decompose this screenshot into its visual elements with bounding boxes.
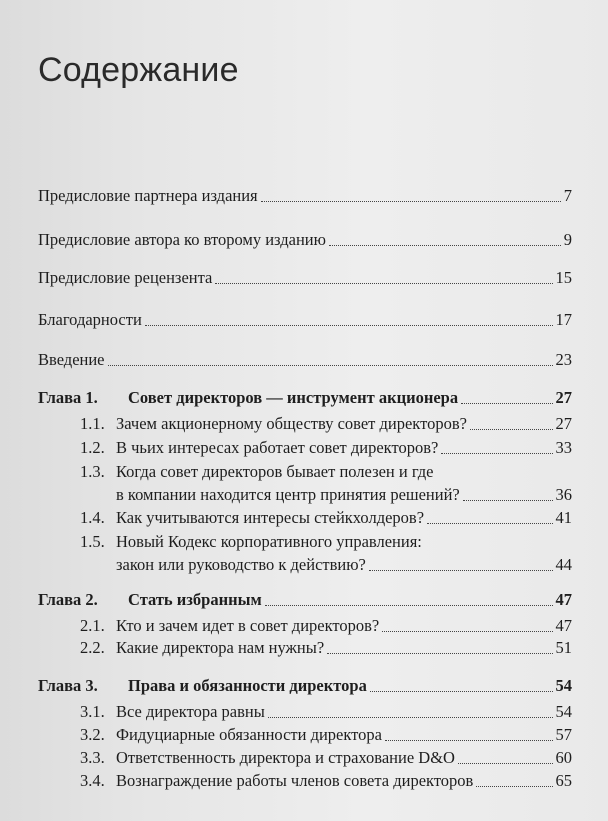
chapter-title: Стать избранным [128, 590, 262, 609]
toc-page-number: 41 [555, 508, 572, 527]
toc-page-number: 15 [555, 268, 572, 287]
leader-dots [327, 652, 552, 654]
section-title: Какие директора нам нужны? [116, 638, 325, 657]
chapter-title: Совет директоров — инструмент акционера [128, 388, 459, 407]
section-number: 3.3. [80, 748, 105, 767]
toc-entry-text: Предисловие рецензента [38, 268, 213, 287]
leader-dots [382, 630, 552, 632]
leader-dots [145, 324, 553, 326]
leader-dots [470, 428, 553, 430]
toc-page-number: 44 [555, 555, 572, 574]
toc-section-3-4[interactable] [80, 771, 572, 791]
chapter-label: Глава 2. [38, 590, 98, 609]
toc-section-2-2[interactable] [80, 638, 572, 658]
section-number: 3.1. [80, 702, 105, 721]
leader-dots [427, 522, 552, 524]
toc-page-number: 33 [555, 438, 572, 457]
section-title: Как учитываются интересы стейкхолдеров? [116, 508, 425, 527]
section-number: 3.4. [80, 771, 105, 790]
leader-dots [476, 785, 552, 787]
toc-page-number: 51 [555, 638, 572, 657]
toc-entry-acknowledgements[interactable] [38, 310, 572, 330]
section-number: 2.2. [80, 638, 105, 657]
toc-entry-introduction[interactable] [38, 350, 572, 370]
leader-dots [369, 569, 553, 571]
toc-page-number: 54 [555, 702, 572, 721]
chapter-label: Глава 1. [38, 388, 98, 407]
toc-page-number: 9 [563, 230, 572, 249]
section-title: Зачем акционерному обществу совет директоров? [116, 414, 467, 433]
toc-page-number: 65 [555, 771, 572, 790]
toc-page-number: 47 [555, 616, 572, 635]
section-title: Вознаграждение работы членов совета директоров [116, 771, 474, 790]
toc-page-number: 57 [555, 725, 572, 744]
toc-section-3-3[interactable] [80, 748, 572, 768]
section-title: Фидуциарные обязанности директора [116, 725, 382, 744]
toc-chapter-2[interactable] [38, 590, 572, 610]
leader-dots [261, 200, 561, 202]
toc-section-1-4[interactable] [80, 508, 572, 528]
section-title: Кто и зачем идет в совет директоров? [116, 616, 380, 635]
leader-dots [329, 244, 561, 246]
chapter-label: Глава 3. [38, 676, 98, 695]
toc-section-3-2[interactable] [80, 725, 572, 745]
leader-dots [370, 690, 553, 692]
toc-page-number: 27 [555, 414, 572, 433]
chapter-title: Права и обязанности директора [128, 676, 367, 695]
leader-dots [268, 716, 553, 718]
section-number: 1.1. [80, 414, 105, 433]
leader-dots [385, 739, 553, 741]
page-title: Содержание [38, 50, 239, 89]
toc-entry-reviewer-preface[interactable] [38, 268, 572, 288]
toc-page-number: 23 [555, 350, 572, 369]
section-number: 1.2. [80, 438, 105, 457]
section-title: Все директора равны [116, 702, 265, 721]
section-number: 1.5. [80, 532, 105, 551]
section-number: 2.1. [80, 616, 105, 635]
leader-dots [265, 604, 553, 606]
section-title: Когда совет директоров бывает полезен и где [116, 462, 434, 481]
toc-entry-text: Благодарности [38, 310, 142, 329]
leader-dots [461, 402, 552, 404]
leader-dots [215, 282, 552, 284]
toc-section-3-1[interactable] [80, 702, 572, 722]
section-number: 1.3. [80, 462, 105, 481]
toc-entry-text: Предисловие партнера издания [38, 186, 258, 205]
toc-page-number: 36 [555, 485, 572, 504]
section-title-continued: закон или руководство к действию? [116, 555, 366, 574]
toc-entry-partner-preface[interactable] [38, 186, 572, 206]
section-number: 3.2. [80, 725, 105, 744]
toc-section-1-3[interactable] [80, 460, 572, 506]
toc-section-1-1[interactable] [80, 414, 572, 434]
section-title: В чьих интересах работает совет директоров? [116, 438, 439, 457]
leader-dots [441, 452, 552, 454]
toc-entry-author-preface[interactable] [38, 230, 572, 250]
toc-page-number: 17 [555, 310, 572, 329]
toc-page-number: 60 [555, 748, 572, 767]
section-title: Ответственность директора и страхование D&O [116, 748, 455, 767]
toc-page-number: 54 [555, 676, 572, 695]
toc-entry-text: Введение [38, 350, 105, 369]
leader-dots [463, 499, 553, 501]
toc-chapter-1[interactable] [38, 388, 572, 408]
toc-page-number: 47 [555, 590, 572, 609]
section-title-continued: в компании находится центр принятия решений? [116, 485, 460, 504]
section-number: 1.4. [80, 508, 105, 527]
toc-section-1-5[interactable] [80, 530, 572, 576]
toc-entry-text: Предисловие автора ко второму изданию [38, 230, 326, 249]
leader-dots [458, 762, 553, 764]
toc-page-number: 27 [555, 388, 572, 407]
toc-section-1-2[interactable] [80, 438, 572, 458]
toc-chapter-3[interactable] [38, 676, 572, 696]
section-title: Новый Кодекс корпоративного управления: [116, 532, 422, 551]
toc-section-2-1[interactable] [80, 616, 572, 636]
toc-page-number: 7 [563, 186, 572, 205]
leader-dots [108, 364, 553, 366]
